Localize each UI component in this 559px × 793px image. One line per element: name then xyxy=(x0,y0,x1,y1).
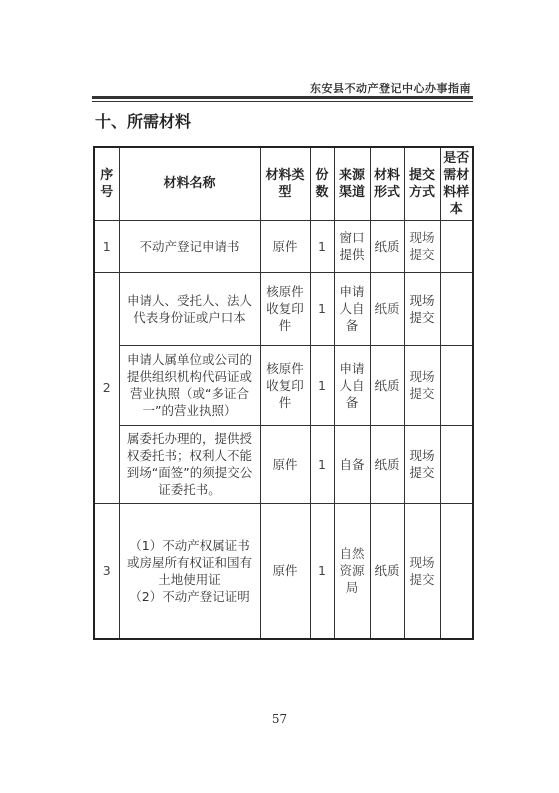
cell-source: 申请人自备 xyxy=(334,272,370,345)
col-header-name: 材料名称 xyxy=(119,147,260,220)
cell-name: 属委托办理的，提供授权委托书；权利人不能到场“面签”的须提交公证委托书。 xyxy=(119,425,260,503)
cell-count: 1 xyxy=(310,503,334,639)
cell-source: 自然资源局 xyxy=(334,503,370,639)
cell-sample xyxy=(440,272,473,345)
cell-form: 纸质 xyxy=(370,503,404,639)
cell-form: 纸质 xyxy=(370,345,404,425)
cell-no: 3 xyxy=(94,503,119,639)
cell-type: 原件 xyxy=(260,503,310,639)
cell-count: 1 xyxy=(310,272,334,345)
cell-source: 窗口提供 xyxy=(334,220,370,272)
cell-type: 核原件收复印件 xyxy=(260,345,310,425)
cell-form: 纸质 xyxy=(370,220,404,272)
cell-count: 1 xyxy=(310,425,334,503)
table-row xyxy=(94,272,473,345)
table-row xyxy=(94,503,473,639)
materials-table xyxy=(93,146,474,640)
cell-name: 不动产登记申请书 xyxy=(119,220,260,272)
cell-type: 原件 xyxy=(260,425,310,503)
page-number: 57 xyxy=(271,712,288,726)
cell-submit: 现场提交 xyxy=(404,345,440,425)
cell-submit: 现场提交 xyxy=(404,220,440,272)
cell-count: 1 xyxy=(310,220,334,272)
col-header-count: 份数 xyxy=(310,147,334,220)
col-header-no: 序号 xyxy=(94,147,119,220)
cell-sample xyxy=(440,220,473,272)
header-rule-thick xyxy=(92,96,473,99)
col-header-submit: 提交方式 xyxy=(404,147,440,220)
col-header-source: 来源渠道 xyxy=(334,147,370,220)
cell-submit: 现场提交 xyxy=(404,503,440,639)
table-row xyxy=(94,345,473,425)
cell-no: 2 xyxy=(94,272,119,503)
cell-sample xyxy=(440,425,473,503)
table-header-row xyxy=(94,147,473,220)
cell-form: 纸质 xyxy=(370,272,404,345)
cell-source: 自备 xyxy=(334,425,370,503)
cell-count: 1 xyxy=(310,345,334,425)
col-header-form: 材料形式 xyxy=(370,147,404,220)
cell-type: 原件 xyxy=(260,220,310,272)
col-header-type: 材料类型 xyxy=(260,147,310,220)
table-row xyxy=(94,425,473,503)
cell-name: 申请人、受托人、法人代表身份证或户口本 xyxy=(119,272,260,345)
cell-no: 1 xyxy=(94,220,119,272)
col-header-sample: 是否需材料样本 xyxy=(440,147,473,220)
table-row xyxy=(94,220,473,272)
cell-name: （1）不动产权属证书或房屋所有权证和国有土地使用证 （2）不动产登记证明 xyxy=(119,503,260,639)
header-rule-thin xyxy=(92,101,473,102)
cell-sample xyxy=(440,503,473,639)
cell-submit: 现场提交 xyxy=(404,425,440,503)
cell-source: 申请人自备 xyxy=(334,345,370,425)
cell-sample xyxy=(440,345,473,425)
cell-type: 核原件收复印件 xyxy=(260,272,310,345)
running-header: 东安县不动产登记中心办事指南 xyxy=(310,82,471,95)
cell-submit: 现场提交 xyxy=(404,272,440,345)
cell-form: 纸质 xyxy=(370,425,404,503)
section-title: 十、所需材料 xyxy=(95,112,192,131)
cell-name: 申请人属单位或公司的提供组织机构代码证或营业执照（或“多证合一”的营业执照） xyxy=(119,345,260,425)
